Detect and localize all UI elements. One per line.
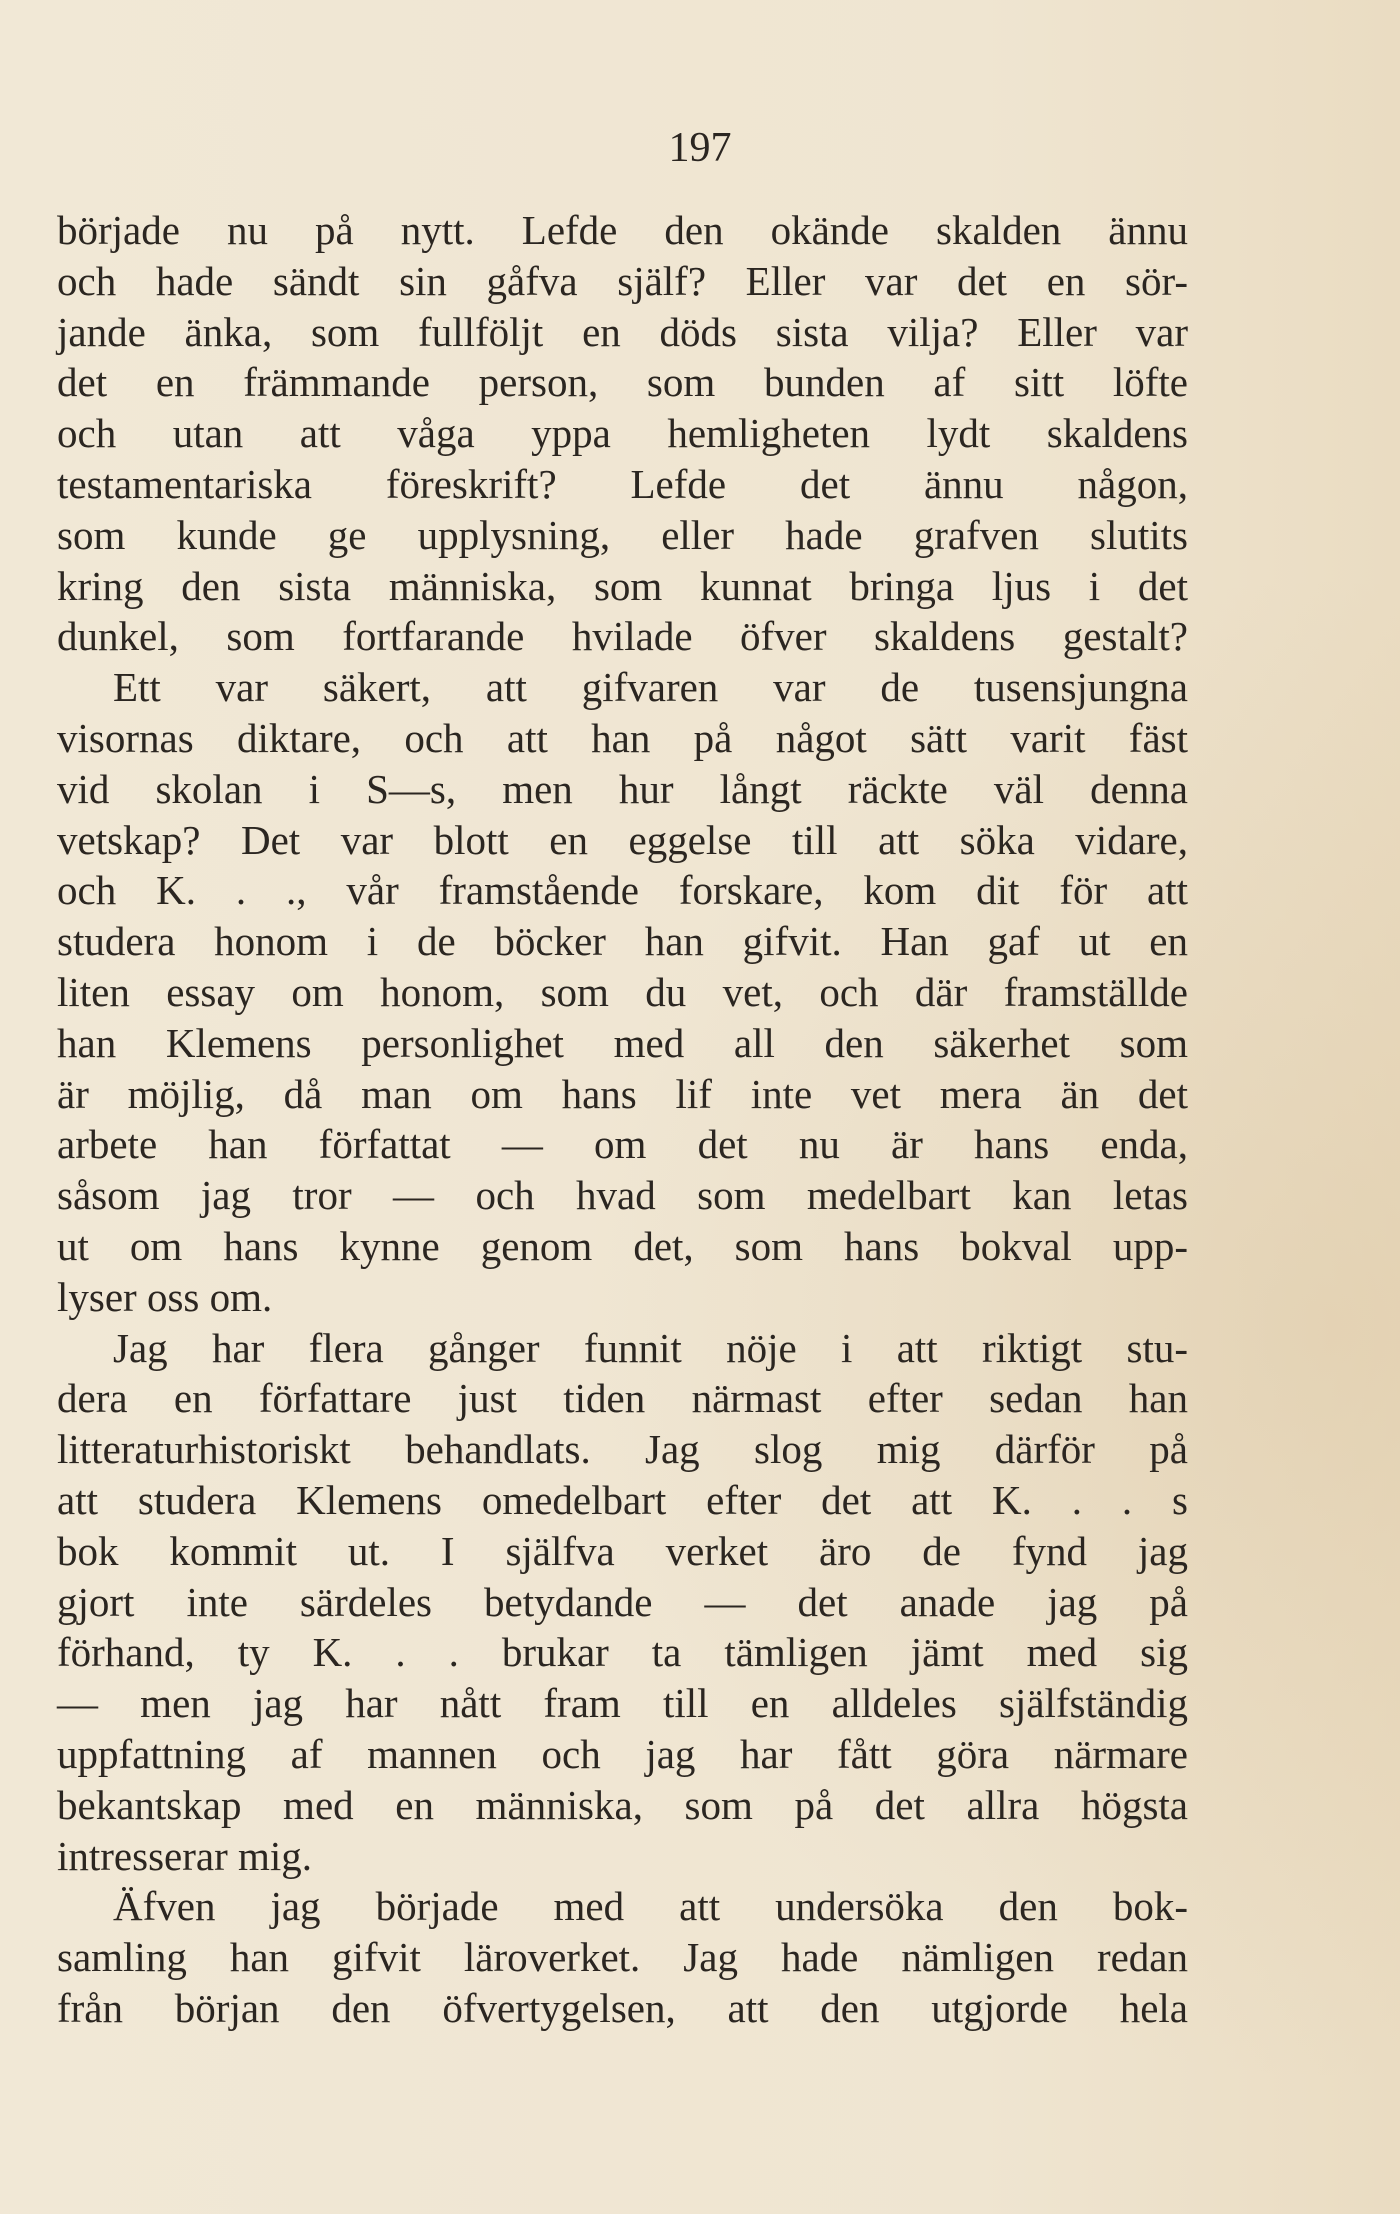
body-text: [57, 205, 1188, 2034]
text-line: lyser oss om.: [57, 1273, 273, 1320]
text-line: ut om hans kynne genom det, som hans bokval upp-: [57, 1222, 1188, 1269]
text-line: Jag har flera gånger funnit nöje i att riktigt stu-: [113, 1324, 1188, 1371]
text-line: från början den öfvertygelsen, att den utgjorde hela: [57, 1984, 1188, 2031]
text-line: som kunde ge upplysning, eller hade grafven slutits: [57, 511, 1188, 558]
text-line: — men jag har nått fram till en alldeles själfständig: [57, 1680, 1188, 1727]
text-line: gjort inte särdeles betydande — det anade jag på: [57, 1578, 1188, 1625]
text-line: arbete han författat — om det nu är hans enda,: [57, 1121, 1188, 1168]
text-line: liten essay om honom, som du vet, och där framställde: [57, 968, 1188, 1015]
text-line: uppfattning af mannen och jag har fått göra närmare: [57, 1730, 1188, 1777]
text-line: är möjlig, då man om hans lif inte vet mera än det: [57, 1070, 1188, 1117]
text-line: kring den sista människa, som kunnat bringa ljus i det: [57, 562, 1188, 609]
text-line: vetskap? Det var blott en eggelse till att söka vidare,: [57, 816, 1188, 863]
text-line: förhand, ty K. . . brukar ta tämligen jämt med sig: [57, 1629, 1188, 1676]
text-line: Ett var säkert, att gifvaren var de tusensjungna: [113, 664, 1188, 711]
text-line: samling han gifvit läroverket. Jag hade nämligen redan: [57, 1934, 1188, 1981]
text-line: intresserar mig.: [57, 1832, 313, 1879]
text-line: och K. . ., vår framstående forskare, kom dit för att: [57, 867, 1188, 914]
text-line: han Klemens personlighet med all den säkerhet som: [57, 1019, 1188, 1066]
text-line: att studera Klemens omedelbart efter det att K. . . s: [57, 1476, 1188, 1523]
text-line: visornas diktare, och att han på något sätt varit fäst: [57, 714, 1188, 761]
text-line: litteraturhistoriskt behandlats. Jag slog mig därför på: [57, 1426, 1188, 1473]
text-line: vid skolan i S—s, men hur långt räckte väl denna: [57, 765, 1188, 812]
text-line: och hade sändt sin gåfva själf? Eller var det en sör-: [57, 257, 1188, 304]
text-line: började nu på nytt. Lefde den okände skalden ännu: [57, 207, 1188, 253]
text-line: och utan att våga yppa hemligheten lydt skaldens: [57, 410, 1188, 457]
text-line: studera honom i de böcker han gifvit. Han gaf ut en: [57, 918, 1188, 965]
text-line: dera en författare just tiden närmast efter sedan han: [57, 1375, 1188, 1422]
text-line: det en främmande person, som bunden af sitt löfte: [57, 359, 1188, 406]
text-line: bekantskap med en människa, som på det allra högsta: [57, 1781, 1188, 1828]
text-line: Äfven jag började med att undersöka den bok-: [113, 1883, 1188, 1930]
text-line: jande änka, som fullföljt en döds sista vilja? Eller var: [57, 308, 1188, 355]
text-line: bok kommit ut. I själfva verket äro de fynd jag: [57, 1527, 1188, 1574]
text-line: testamentariska föreskrift? Lefde det ännu någon,: [57, 460, 1188, 507]
text-line: såsom jag tror — och hvad som medelbart kan letas: [57, 1172, 1188, 1219]
page-number: 197: [668, 125, 732, 171]
text-line: dunkel, som fortfarande hvilade öfver skaldens gestalt?: [57, 613, 1188, 660]
